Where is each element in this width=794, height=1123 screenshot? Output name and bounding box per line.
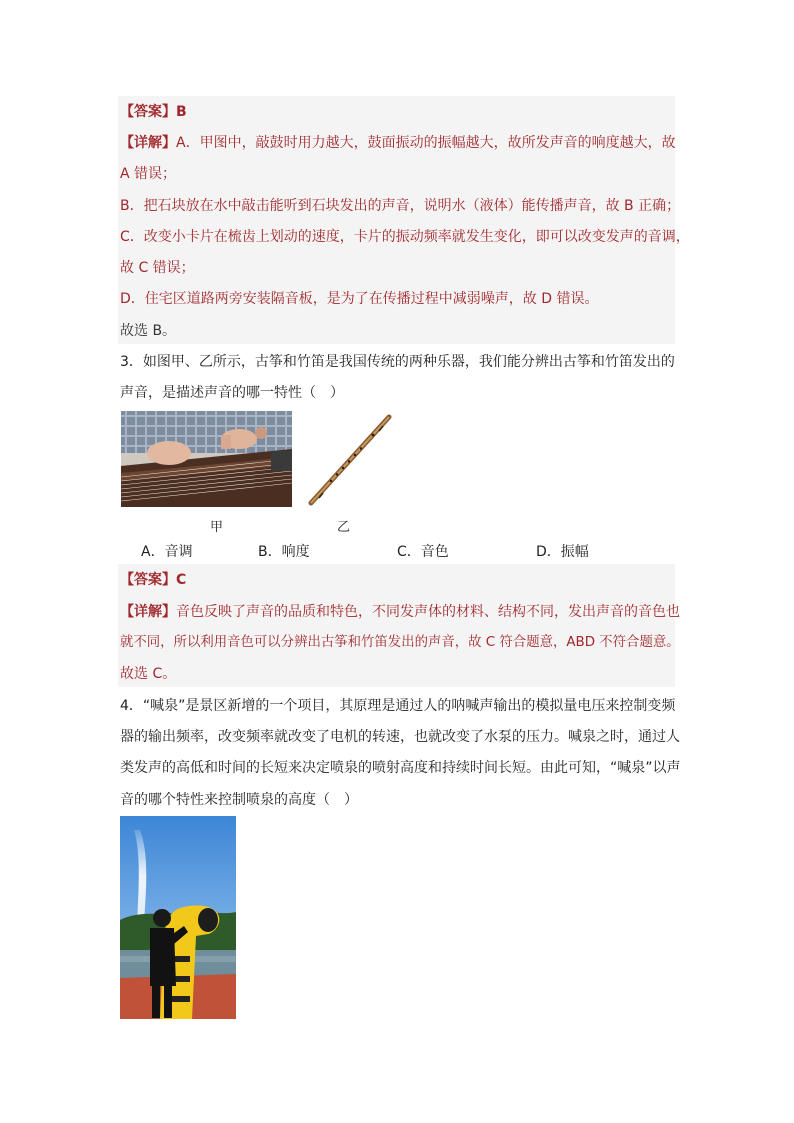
q3-option-c[interactable]: C．音色 [397,544,449,560]
q3-answer-block [118,564,675,687]
q4-stem-line-2: 器的输出频率，改变频率就改变了电机的转速，也就改变了水泵的压力。喊泉之时，通过人 [120,729,680,745]
q3-option-a[interactable]: A．音调 [141,544,193,560]
q2-answer-line [120,103,187,121]
q3-option-b[interactable]: B．响度 [258,544,310,560]
q2-conclusion: 故选 B。 [120,323,177,339]
q3-answer-line [120,571,186,589]
q3-detail-line-1 [120,603,680,621]
q4-stem-line-3: 类发声的高低和时间的长短来决定喷泉的喷射高度和持续时间长短。由此可知，“喊泉”以声 [120,760,681,776]
detail-tag: 【详解】 [120,135,176,151]
q2-detail-line-1 [120,134,676,152]
bamboo-flute-image [305,411,393,507]
guzheng-photo [121,411,292,507]
q2-detail-line-5: 故 C 错误； [120,260,195,276]
q4-stem-line-1: 4．“喊泉”是景区新增的一个项目，其原理是通过人的呐喊声输出的模拟量电压来控制变频 [120,698,676,714]
q3-option-d[interactable]: D．振幅 [536,544,589,560]
q3-detail-line-2: 就不同，所以利用音色可以分辨出古筝和竹笛发出的声音，故 C 符合题意，ABD 不符合题意。 [120,635,680,650]
q2-detail-line-3: B．把石块放在水中敲击能听到石块发出的声音，说明水（液体）能传播声音，故 B 正确； [120,198,681,214]
detail-text: 音色反映了声音的品质和特色，不同发声体的材料、结构不同，发出声音的音色也 [176,604,680,620]
shouting-fountain-photo [120,816,236,1019]
caption-yi: 乙 [337,520,351,535]
answer-value: B [176,104,187,120]
shouting-fountain-image [120,816,236,1019]
q2-detail-line-6: D．住宅区道路两旁安装隔音板，是为了在传播过程中减弱噪声，故 D 错误。 [120,291,599,307]
q4-stem-line-4: 音的哪个特性来控制喷泉的高度（ ） [120,792,358,808]
answer-tag: 【答案】 [120,104,176,120]
q2-detail-line-2: A 错误； [120,166,177,182]
q3-stem-line-1: 3．如图甲、乙所示，古筝和竹笛是我国传统的两种乐器，我们能分辨出古筝和竹笛发出的 [120,354,675,370]
guzheng-image [121,411,292,507]
answer-tag: 【答案】 [120,572,176,588]
q2-detail-line-4: C．改变小卡片在梳齿上划动的速度，卡片的振动频率就发生变化，即可以改变发声的音调， [120,229,690,245]
detail-text: A．甲图中，敲鼓时用力越大，鼓面振动的振幅越大，故所发声音的响度越大，故 [176,135,676,151]
bamboo-flute-photo [305,411,393,507]
detail-tag: 【详解】 [120,604,176,620]
q3-conclusion: 故选 C。 [120,666,177,682]
caption-jia: 甲 [210,520,224,535]
answer-value: C [176,572,187,588]
q3-stem-line-2: 声音，是描述声音的哪一特性（ ） [120,385,344,401]
